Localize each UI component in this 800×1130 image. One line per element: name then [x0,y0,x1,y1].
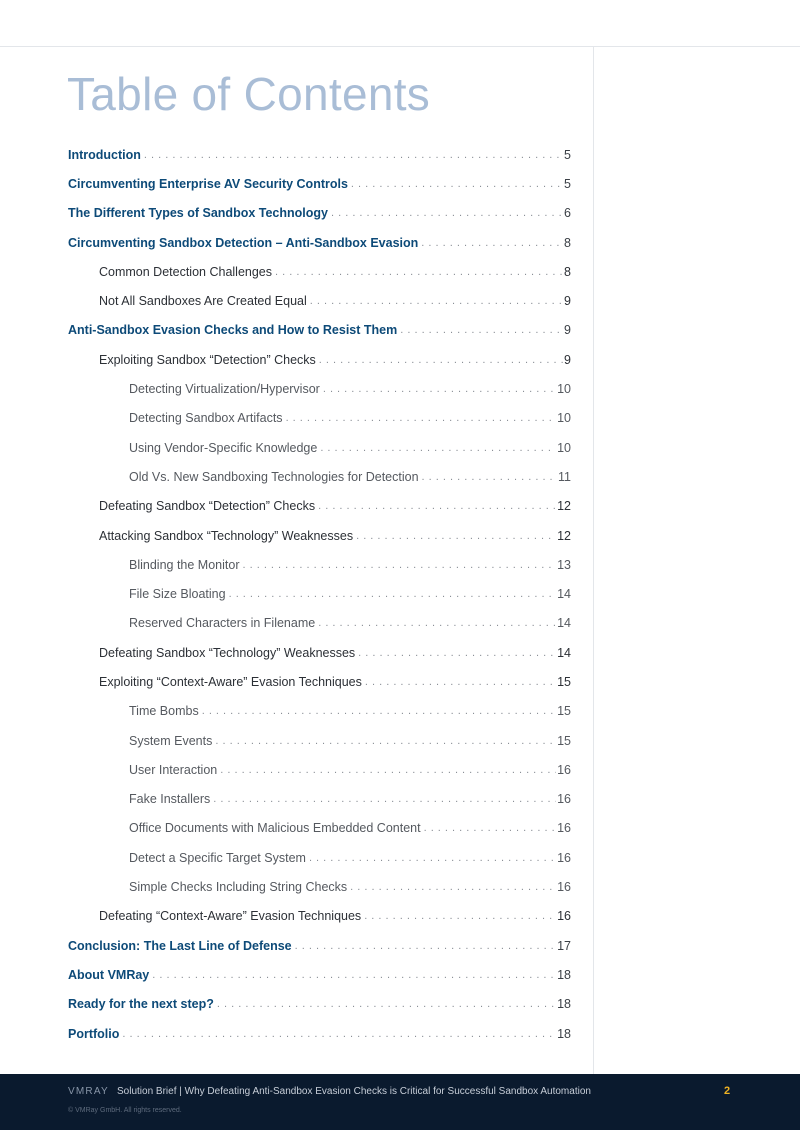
toc-entry[interactable] [68,374,571,403]
toc-entry-label[interactable]: Ready for the next step? [68,997,217,1011]
toc-entry[interactable] [68,872,571,901]
toc-entry[interactable] [68,169,571,198]
copyright-notice: © VMRay GmbH. All rights reserved. [68,1107,182,1114]
toc-entry-page[interactable]: 12 [557,499,571,514]
toc-entry-label[interactable]: Detecting Sandbox Artifacts [129,411,286,425]
toc-entry-label[interactable]: File Size Bloating [129,587,229,601]
toc-entry-label[interactable]: Exploiting Sandbox “Detection” Checks [99,353,319,367]
dot-leader [318,500,556,512]
toc-entry[interactable] [68,1019,571,1048]
toc-entry[interactable] [68,960,571,989]
dot-leader [286,412,557,424]
page-number: 2 [724,1085,731,1097]
vmray-logo: VMRAY [68,1086,109,1097]
toc-entry[interactable] [68,755,571,784]
toc-entry[interactable] [68,433,571,462]
toc-entry[interactable] [68,843,571,872]
toc-entry-label[interactable]: Using Vendor-Specific Knowledge [129,441,320,455]
toc-entry[interactable] [68,316,571,345]
toc-entry[interactable] [68,257,571,286]
dot-leader [358,647,556,659]
toc-entry-page[interactable]: 18 [557,1026,571,1041]
page-title: Table of Contents [67,68,431,120]
toc-entry-page[interactable]: 9 [564,323,571,338]
toc-entry[interactable] [68,345,571,374]
toc-entry-page[interactable]: 9 [564,352,571,367]
toc-entry-label[interactable]: About VMRay [68,968,152,982]
toc-entry-label[interactable]: Circumventing Sandbox Detection – Anti-Sandbox Evasion [68,236,421,250]
toc-entry-page[interactable]: 9 [564,294,571,309]
toc-entry[interactable] [68,697,571,726]
toc-entry-page[interactable]: 5 [564,176,571,191]
toc-entry-label[interactable]: Introduction [68,148,144,162]
toc-entry[interactable] [68,667,571,696]
toc-entry[interactable] [68,990,571,1019]
toc-entry-page[interactable]: 16 [557,821,571,836]
toc-entry-label[interactable]: Simple Checks Including String Checks [129,880,350,894]
page-footer [0,1074,800,1130]
toc-entry[interactable] [68,931,571,960]
footer-document-title: Solution Brief | Why Defeating Anti-Sandbox Evasion Checks is Critical for Successful Sandbox Automation [117,1086,591,1097]
toc-entry-page[interactable]: 10 [557,440,571,455]
toc-entry-label[interactable]: Blinding the Monitor [129,558,242,572]
dot-leader [400,324,563,336]
toc-entry-label[interactable]: Common Detection Challenges [99,265,275,279]
toc-entry-page[interactable]: 10 [557,382,571,397]
dot-leader [320,442,556,454]
toc-entry-page[interactable]: 8 [564,264,571,279]
toc-entry[interactable] [68,286,571,315]
toc-entry[interactable] [68,140,571,169]
toc-entry-label[interactable]: The Different Types of Sandbox Technology [68,206,331,220]
toc-entry-page[interactable]: 15 [557,704,571,719]
dot-leader [295,940,556,952]
toc-entry[interactable] [68,521,571,550]
dot-leader [202,705,556,717]
dot-leader [309,852,556,864]
dot-leader [422,471,557,483]
dot-leader [364,910,556,922]
dot-leader [365,676,556,688]
dot-leader [217,998,556,1010]
toc-entry-label[interactable]: Not All Sandboxes Are Created Equal [99,294,310,308]
toc-entry[interactable] [68,638,571,667]
toc-entry[interactable] [68,492,571,521]
toc-entry-label[interactable]: Circumventing Enterprise AV Security Controls [68,177,351,191]
dot-leader [350,881,556,893]
dot-leader [351,178,563,190]
toc-entry-page[interactable]: 15 [557,733,571,748]
toc-entry-page[interactable]: 10 [557,411,571,426]
toc-entry-label[interactable]: Time Bombs [129,704,202,718]
toc-entry[interactable] [68,228,571,257]
toc-entry-page[interactable]: 16 [557,762,571,777]
toc-entry-page[interactable]: 18 [557,967,571,982]
toc-entry[interactable] [68,462,571,491]
dot-leader [275,266,563,278]
toc-entry[interactable] [68,814,571,843]
toc-entry-label[interactable]: Exploiting “Context-Aware” Evasion Techniques [99,675,365,689]
dot-leader [421,237,563,249]
dot-leader [220,764,556,776]
toc-entry[interactable] [68,550,571,579]
dot-leader [213,793,556,805]
toc-entry-label[interactable]: Defeating Sandbox “Detection” Checks [99,499,318,513]
toc-entry-label[interactable]: Detect a Specific Target System [129,851,309,865]
toc-entry-page[interactable]: 16 [557,850,571,865]
toc-entry-label[interactable]: Detecting Virtualization/Hypervisor [129,382,323,396]
toc-entry-page[interactable]: 17 [557,938,571,953]
toc-entry[interactable] [68,609,571,638]
dot-leader [144,149,563,161]
toc-entry-page[interactable]: 15 [557,674,571,689]
toc-entry-page[interactable]: 8 [564,235,571,250]
dot-leader [152,969,556,981]
toc-entry-page[interactable]: 11 [558,469,571,484]
toc-entry-label[interactable]: System Events [129,734,215,748]
toc-entry[interactable] [68,785,571,814]
toc-entry-label[interactable]: Anti-Sandbox Evasion Checks and How to Resist Them [68,323,400,337]
header-divider [0,46,800,47]
toc-entry[interactable] [68,902,571,931]
dot-leader [331,207,563,219]
toc-entry-page[interactable]: 5 [564,147,571,162]
toc-entry-label[interactable]: Reserved Characters in Filename [129,616,318,630]
toc-entry[interactable] [68,404,571,433]
toc-entry-page[interactable]: 16 [557,909,571,924]
toc-entry-page[interactable]: 14 [557,587,571,602]
margin-divider [593,46,594,1074]
toc-entry-label[interactable]: Defeating Sandbox “Technology” Weaknesses [99,646,358,660]
toc-entry-page[interactable]: 12 [557,528,571,543]
dot-leader [215,735,556,747]
toc-entry-page[interactable]: 16 [557,792,571,807]
toc-entry-page[interactable]: 14 [557,616,571,631]
toc-entry-label[interactable]: User Interaction [129,763,220,777]
toc-entry[interactable] [68,199,571,228]
toc-entry-label[interactable]: Office Documents with Malicious Embedded Content [129,821,424,835]
dot-leader [242,559,556,571]
dot-leader [310,295,563,307]
dot-leader [122,1028,556,1040]
toc-entry[interactable] [68,726,571,755]
toc-entry-label[interactable]: Defeating “Context-Aware” Evasion Techniques [99,909,364,923]
dot-leader [323,383,556,395]
toc-entry-page[interactable]: 6 [564,206,571,221]
toc-entry-page[interactable]: 13 [557,557,571,572]
toc-entry-label[interactable]: Fake Installers [129,792,213,806]
dot-leader [424,822,557,834]
toc-entry-page[interactable]: 14 [557,645,571,660]
dot-leader [319,354,563,366]
dot-leader [229,588,557,600]
toc-entry-label[interactable]: Attacking Sandbox “Technology” Weaknesses [99,529,356,543]
toc-entry-label[interactable]: Old Vs. New Sandboxing Technologies for Detection [129,470,422,484]
toc-entry-page[interactable]: 16 [557,880,571,895]
toc-entry[interactable] [68,579,571,608]
toc-entry-label[interactable]: Conclusion: The Last Line of Defense [68,939,295,953]
toc-entry-page[interactable]: 18 [557,997,571,1012]
dot-leader [318,617,556,629]
toc-entry-label[interactable]: Portfolio [68,1027,122,1041]
dot-leader [356,530,556,542]
table-of-contents [68,140,571,1048]
